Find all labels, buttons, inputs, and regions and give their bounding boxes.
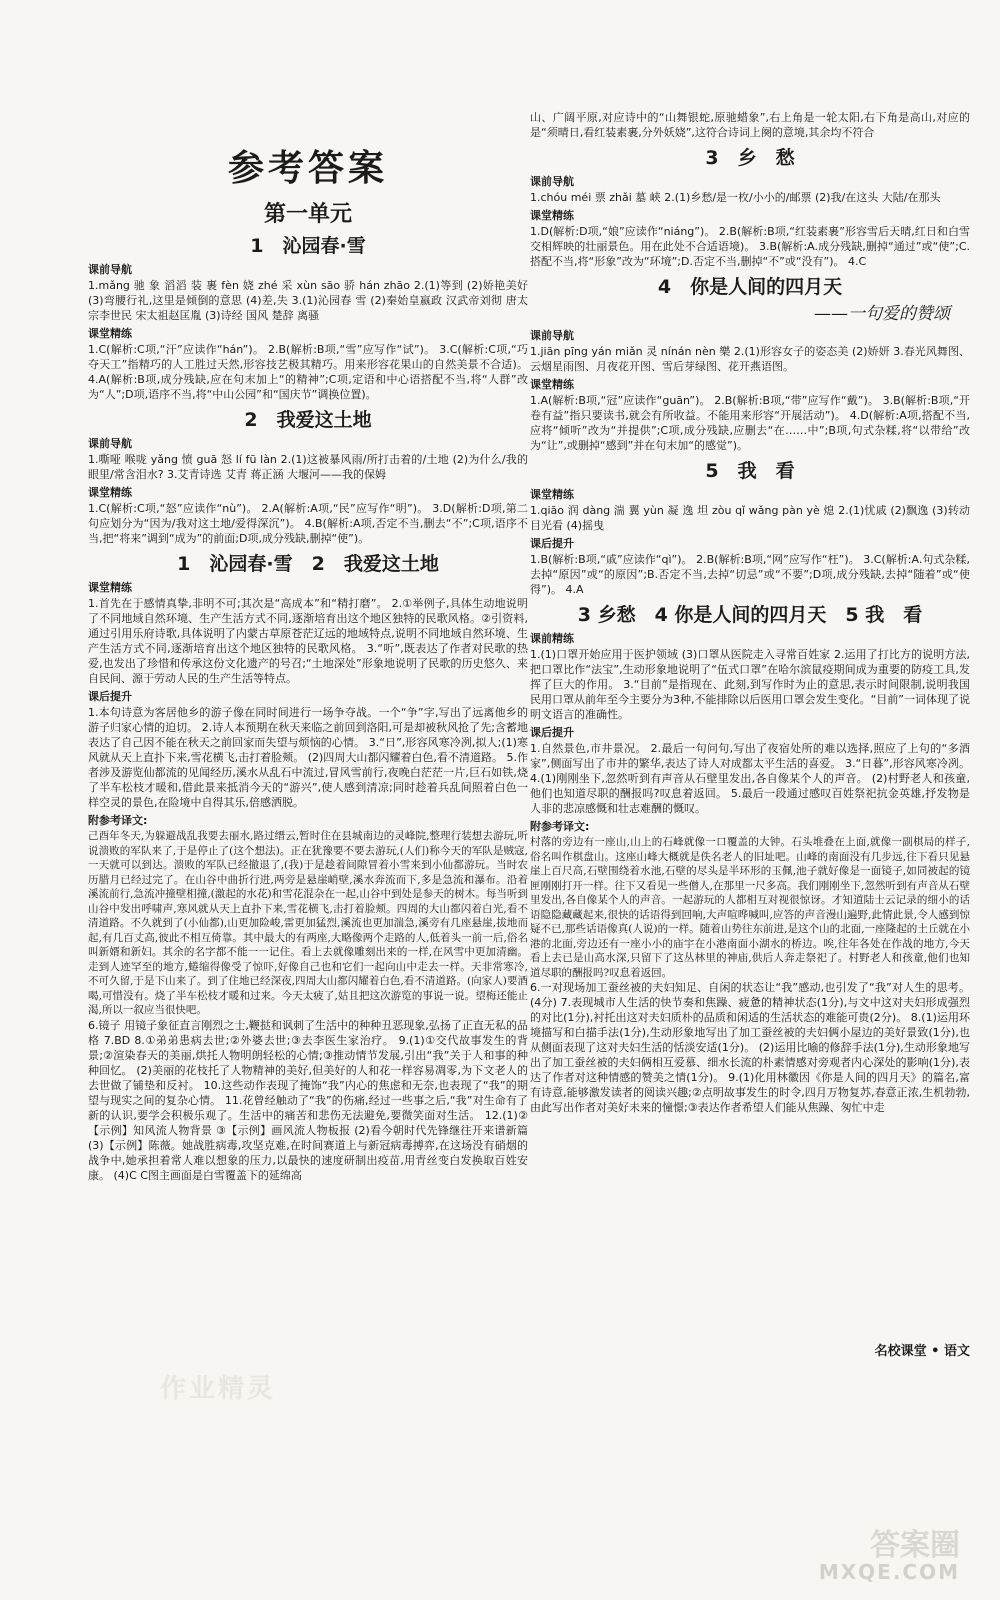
answer-text: 1.jiān pīng yán miǎn 灵 nínán nèn 樂 2.(1)形容女子的姿态美 (2)娇妍 3.春光风舞图、云烟星雨图、月夜花开图、雪后芽绿图、花开燕语图。 xyxy=(530,345,970,373)
page-title: 参考答案 xyxy=(227,148,388,189)
answer-text: 1.本句诗意为客居他乡的游子像在同时间进行一场争夺战。一个“争”字,写出了远离他乡的游子归家心情的迫切。 2.诗人本预期在秋天来临之前回到洛阳,可是却被秋风抢了先;含蓄地表达了自己因不能在秋天之前回家而失望与烦恼的心情。 3.“日”,形容风寒冷冽,拟人;(1)寒风就从天上直扑下来,雪花横飞,击打着脸颊。 (2)四周大山都闪耀着白色,看不清道路。 5.作者涉及游览仙都流的见闻经历,溪水从乱石中流过,冒风雪前行,夜晚白茫茫一片,巨石如铁,烧了半车松枝才暖和,借此景来抵消今天的“游兴”,使人感到清凉;同时趁着兵乱间照着白色一样空灵的景色,在险境中自得其乐,倍感洒脱。 xyxy=(88,706,528,809)
lesson-4-subtitle: ——一句爱的赞颂 xyxy=(814,304,950,324)
answer-text: 1.chóu méi 票 zhǎi 墓 峡 2.(1)乡愁/是一枚/小小的/邮票 (2)我/在这头 大陆/在那头 xyxy=(530,191,941,204)
section-heading: 课前精练 xyxy=(530,632,574,645)
answer-text: 1.qiāo 润 dàng 湍 翼 yùn 凝 逸 坦 zòu qǐ wǎng pàn yè 熄 2.(1)忧戚 (2)飘逸 (3)转动目光看 (4)摇曳 xyxy=(530,504,970,532)
answer-text: 6.一对现场加工蚕丝被的夫妇知足、自闲的状态让“我”感动,也引发了“我”对人生的思考。(4分) 7.表现城市人生活的快节奏和焦躁、疲惫的精神状态(1分),与文中这对夫妇形成强烈的对比(1分),衬托出这对夫妇质朴的品质和闲适的生活状态的难能可贵(2分)。 8.(1)运用环境描写和白描手法(1分),生动形象地写出了加工蚕丝被的夫妇俩小屋边的美好景致(1分),也从侧面表现了这对夫妇生活的恬淡安适(1分)。 (2)运用比喻的修辞手法(1分),生动形象地写出了加工蚕丝被的夫妇俩相互爱慕、细水长流的朴素情感对旁观者内心深处的影响(1分),表达了作者对这种情感的赞美之情(1分)。 9.(1)化用林徽因《你是人间的四月天》的篇名,富有诗意,能够激发读者的阅读兴趣;②点明故事发生的时令,四月万物复苏,春意正浓,生机勃勃,由此写出作者对美好未来的憧憬;③表达作者希望人们能从焦躁、匆忙中走 xyxy=(530,981,970,1114)
section-heading: 课堂精练 xyxy=(88,327,132,340)
footer-label: 名校课堂 • 语文 xyxy=(874,1344,970,1359)
section-heading: 课后提升 xyxy=(88,690,132,703)
lesson-3-4-5-title: 3 乡愁 4 你是人间的四月天 5 我 看 xyxy=(577,604,923,626)
lesson-1-title: 1 沁园春·雪 xyxy=(250,235,366,257)
section-heading: 附参考译文: xyxy=(530,820,590,833)
lesson-4-title xyxy=(530,272,970,324)
lesson-4-main: 4 你是人间的四月天 xyxy=(657,276,843,298)
answer-text: 1.自然景色,市井景况。 2.最后一句问句,写出了夜宿处所的难以选择,照应了上句的“多酒家”,侧面写出了市井的繁华,表达了诗人对成都太平生活的喜爱。 3.“日暮”,形容风寒冷冽。 4.(1)刚刚坐下,忽然听到有声音从石壁里发出,各自像某个人的声音。 (2)村野老人和孩童,他们也知道尽职的酬报吗?叹息着返回。 5.最后一段通过感叹百姓祭祀抗金英雄,抒发物是人非的悲凉感慨和壮志难酬的慨叹。 xyxy=(530,742,970,815)
watermark-text: 作业精灵 xyxy=(160,1374,277,1404)
answer-text: 1.D(解析:D项,“娘”应读作“niáng”)。 2.B(解析:B项,“红装素裹”形容雪后天晴,红日和白雪交相辉映的壮丽景色。用在此处不合适语境)。 3.B(解析:A.成分残缺,删掉“通过”或“使”;C.搭配不当,将“形象”改为“环境”;D.否定不当,删掉“不”或“没有”)。 4.C xyxy=(530,225,970,268)
answer-text: 1.mǎng 驰 象 滔滔 装 裹 fèn 娆 zhé 采 xùn sāo 骄 hán zhāo 2.(1)等到 (2)娇艳美好 (3)弯腰行礼,这里是倾倒的意思 (4)差,失 3.(1)沁园春 雪 (2)秦始皇嬴政 汉武帝刘彻 唐太宗李世民 宋太祖赵匡胤 (3)诗经 国风 楚辞 离骚 xyxy=(88,279,528,322)
answer-text: 1.C(解析:C项,“汗”应读作“hán”)。 2.B(解析:B项,“雪”应写作“试”)。 3.C(解析:C项,“巧夺天工”指精巧的人工胜过天然,形容技艺极其精巧。用来形容花果山的自然美景不合适)。 4.A(解析:B项,成分残缺,应在句末加上“的精神”;C项,定语和中心语搭配不当,将“人群”改为“人”;D项,语序不当,将“中山公园”和“国庆节”调换位置)。 xyxy=(88,343,528,401)
lesson-3-title: 3 乡 愁 xyxy=(705,147,795,169)
unit-heading: 第一单元 xyxy=(263,202,352,227)
answer-text: 1.B(解析:B项,“戚”应读作“qì”)。 2.B(解析:B项,“网”应写作“枉”)。 3.C(解析:A.句式杂糅,去掉“原因”或“的原因”;B.否定不当,去掉“切忌”或“不要”;D项,成分残缺,去掉“随着”或“使得”)。 4.A xyxy=(530,553,970,596)
section-heading: 课堂精练 xyxy=(530,378,574,391)
section-heading: 课堂精练 xyxy=(530,488,574,501)
answer-text: 山、广阔平原,对应诗中的“山舞银蛇,原驰蜡象”,右上角是一轮太阳,右下角是高山,对应的是“须晴日,看红装素裹,分外妖娆”,这符合诗词上阕的意境,其余均不符合 xyxy=(530,111,970,139)
right-column xyxy=(530,110,970,1115)
answer-text: 1.首先在于感情真挚,非明不可;其次是“高成本”和“精打磨”。 2.①举例子,具体生动地说明了不同地域自然环境、生产生活方式不同,逐渐培育出这个地区独特的民歌风格。②引资料,通过引用乐府诗歌,具体说明了内蒙古草原苍茫辽远的地域特点,说明不同地域自然环境、生产生活方式不同,逐渐培育出这个地区独特的民歌风格。 3.“听”,既表达了作者对民歌的热爱,也发出了珍惜和传承这份文化遗产的号召;“土地深处”形象地说明了民歌的历史悠久、来自民间、源于劳动人民的生产生活等特点。 xyxy=(88,597,528,685)
translation-text: 己酉年冬天,为躲避战乱我要去丽水,路过缙云,暂时住在县城南边的灵峰院,整理行装想去游玩,听说溃败的军队来了,于是停止了(这个想法)。正在犹豫要不要去游玩,(人们)称今天的军队是贼寇,一天就可以到达。溃败的军队已经撤退了,(我)于是趁着间隙冒着小雪来到小仙都游玩。当时农历腊月已经过完了。在山谷中曲折行进,两旁是悬崖峭壁,溪水奔流而下,多是急流和瀑布。沿着溪流前行,急流冲撞壁相撞,(激起的水花)和雪花混杂在一起,山谷中到处是参天的树木。每当听到山谷中发出呼啸声,寒风就从天上直扑下来,雪花横飞,击打着脸颊。四周的大山都闪着白光,看不清道路。不久就到了(小仙都),山更加险峻,雷更加猛烈,溪流也更加湍急,溪旁有几座悬崖,拔地而起,有几百丈高,彼此不相互倚靠。其中最大的有两座,大略像两个走路的人,低着头一前一后,俗名叫新婿和新妇。其余的名字都不能一一记住。看上去就像雕刻出来的一样,在风雪中更加清幽。走到人迹罕至的地方,蜷缩得像受了惊吓,好像自己也和它们一起向山中走去一样。天非常寒冷,不可久留,于是下山来了。到了住地已经深夜,四周大山都闪耀着白色,看不清道路。(向家人)要酒喝,可惜没有。烧了半车松枝才暖和过来。今天太疲了,姑且把这次游览的事说一说。望梅还能止渴,所以一叙应当很快吧。 xyxy=(88,830,528,1016)
section-heading: 课前导航 xyxy=(530,175,574,188)
left-column xyxy=(88,140,528,1183)
lesson-2-title: 2 我爱这土地 xyxy=(244,409,372,431)
section-heading: 课前导航 xyxy=(530,329,574,342)
section-heading: 课后提升 xyxy=(530,537,574,550)
section-heading: 课后提升 xyxy=(530,726,574,739)
lesson-5-title: 5 我 看 xyxy=(705,460,795,482)
section-heading: 附参考译文: xyxy=(88,814,148,827)
answer-text: 1.(1)口罩开始应用于医护领域 (3)口罩从医院走入寻常百姓家 2.运用了打比方的说明方法,把口罩比作“法宝”,生动形象地说明了“伍式口罩”在哈尔滨鼠疫期间成为重要的防疫工具,发挥了巨大的作用。 3.“目前”是指现在、此刻,到写作时为止的意思,表示时间限制,说明我国民用口罩从前年至今主要分为3种,不能排除以后医用口罩会发生变化。“目前”一词体现了说明文语言的准确性。 xyxy=(530,648,970,721)
watermark-logo: 答案圈 xyxy=(870,1528,960,1563)
section-heading: 课前导航 xyxy=(88,437,132,450)
answer-text: 1.C(解析:C项,“怒”应读作“nù”)。 2.A(解析:A项,“民”应写作“明”)。 3.D(解析:D项,第二句应划分为“因为/我对这土地/爱得深沉”)。 4.B(解析:A项,否定不当,删去“不”;C项,语序不当,把“将来”调到“成为”的前面;D项,成分残缺,删掉“使”)。 xyxy=(88,502,528,545)
answer-text: 1.A(解析:B项,“冠”应读作“guān”)。 2.B(解析:B项,“带”应写作“戴”)。 3.B(解析:B项,“开卷有益”指只要读书,就会有所收益。不能用来形容“开展活动”)。 4.D(解析:A项,搭配不当,应将“倾听”改为“并提供”;C项,成分残缺,应删去“在……中”;B项,句式杂糅,将“以带给”改为“让”,或删掉“感到”并在句末加“的感觉”)。 xyxy=(530,394,970,452)
section-heading: 课堂精练 xyxy=(88,581,132,594)
lesson-1-2-title: 1 沁园春·雪 2 我爱这土地 xyxy=(177,553,439,575)
answer-text: 1.嘶哑 喉咙 yǎng 愤 guā 怒 lí fū làn 2.(1)这被暴风雨/所打击着的/土地 (2)为什么/我的眼里/常含泪水? 3.艾青诗选 艾青 蒋正涵 大堰河——我的保姆 xyxy=(88,453,528,481)
answer-text: 6.镜子 用镜子象征直言刚烈之士,鞭挞和讽刺了生活中的种种丑恶现象,弘扬了正直无私的品格 7.BD 8.①弟弟患病去世;②外婆去世;③去李医生家治疗。 9.(1)①交代故事发生的背景;②渲染春天的美丽,烘托人物明朗轻松的心情;③推动情节发展,引出“我”关于人和事的种种回忆。 (2)美丽的花枝托了人物精神的美好,但美好的人和花一样容易凋零,为下文老人的去世做了铺垫和反衬。 10.这些动作表现了掩饰“我”内心的焦虑和无奈,也表现了“我”的期望与现实之间的复杂心情。 11.花曾经触动了“我”的伤痛,经过一些事之后,“我”对生命有了新的认识,要学会积极乐观了。生活中的痛苦和悲伤无法避免,要微笑面对生活。 12.(1)②【示例】知风流人物背景 ③【示例】画风流人物板报 (2)看今朝时代先锋继往开来谱新篇 (3)【示例】陈薇。她战胜病毒,攻坚克难,在时间赛道上与新冠病毒搏弈,在这场没有硝烟的战争中,她承担着常人难以想象的压力,以最快的速度研制出疫苗,用青丝变白发换取百姓安康。 (4)C C图主画面是白雪覆盖下的延绵高 xyxy=(88,1018,528,1182)
translation-text: 村落的旁边有一座山,山上的石峰就像一口覆盖的大钟。石头堆叠在上面,就像一副棋局的样子,俗名叫作棋盘山。这座山峰大概就是佚名老人的旧址吧。山峰的南面没有几步远,往下看只见悬崖上百尺高,石壁围绕着水池,石壁的尽头是半环形的玉佩,池子就好像是一面镜子,如同被起的镜匣刚刚打开一样。往下又看见一些僧人,在那里一尺多高。我们刚刚坐下,忽然听到有声音从石壁里发出,各自像某个人的声音。一起游玩的人都相互对视很惊讶。才知道陆士云记录的细小的话语隐隐藏藏起来,很快的话语得到回响,大声喧哗喊叫,应答的声音漫山遍野,此情此景,令人感到惊疑不已,那些话语像真(人说)的一样。随着山势往东前进,是这个山的北面,一座隆起的土丘就在小港的北面,旁边还有一座小小的庙宇在小港南面小湖水的桥边。唉,往年各处在作战的地方,今天看上去已是山高水深,只留下了这丛林里的神庙,供后人奔走祭祀了。村野老人和孩童,他们也知道尽职的酬报吗?叹息着返回。 xyxy=(530,836,970,979)
section-heading: 课前导航 xyxy=(88,263,132,276)
section-heading: 课堂精练 xyxy=(530,209,574,222)
watermark-url: MXQE.COM xyxy=(818,1560,960,1584)
section-heading: 课堂精练 xyxy=(88,486,132,499)
